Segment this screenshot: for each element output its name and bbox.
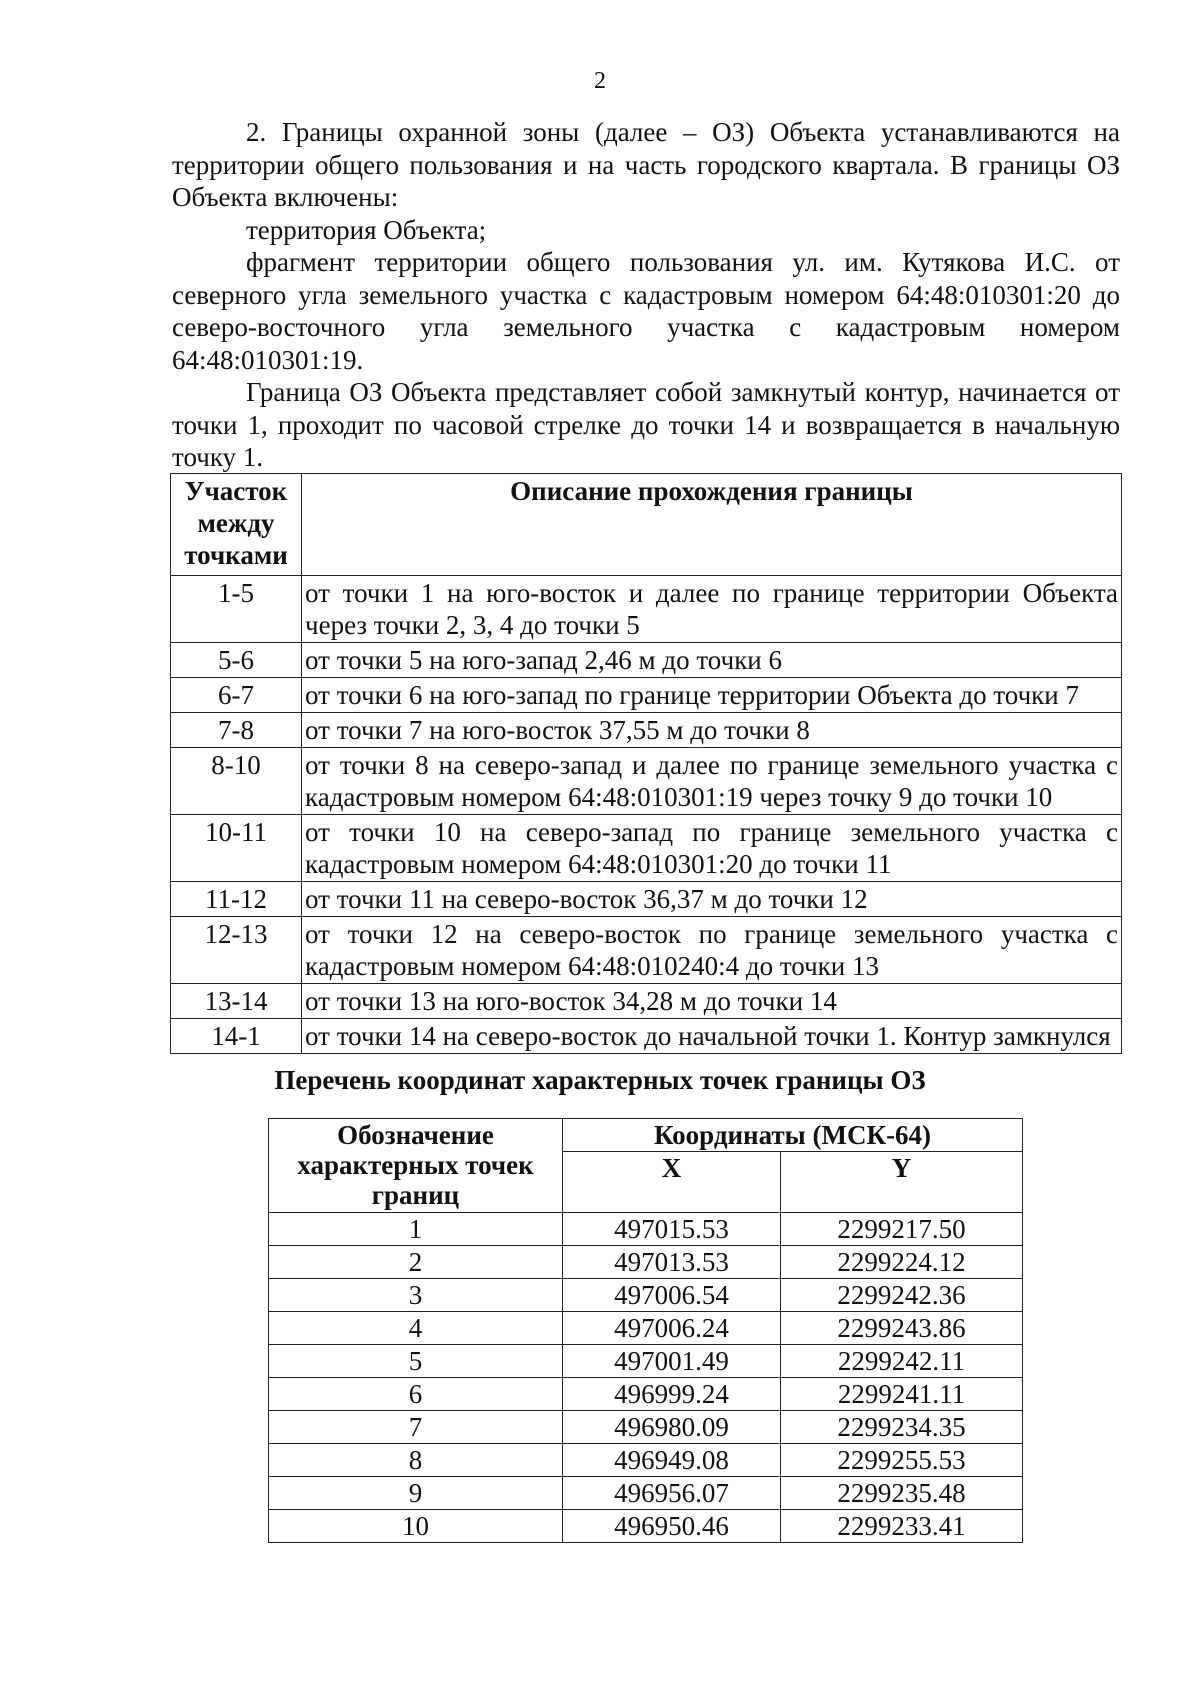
coords-y: 2299242.11: [781, 1345, 1023, 1378]
coords-point: 1: [269, 1213, 563, 1246]
table-row: [269, 1279, 1023, 1312]
coords-point: 5: [269, 1345, 563, 1378]
table-row: [269, 1312, 1023, 1345]
coords-header-system: Координаты (МСК-64): [563, 1119, 1023, 1152]
coords-header-point: Обозначение характерных точек границ: [269, 1119, 563, 1213]
route-segment: 1-5: [171, 576, 302, 643]
coords-y: 2299233.41: [781, 1510, 1023, 1543]
coords-header-x: X: [563, 1152, 781, 1213]
route-segment: 7-8: [171, 713, 302, 748]
coords-x: 497006.54: [563, 1279, 781, 1312]
coords-x: 497013.53: [563, 1246, 781, 1279]
table-row: [171, 1019, 1122, 1054]
table-row: [171, 815, 1122, 882]
table-row: [171, 643, 1122, 678]
table-row: [269, 1246, 1023, 1279]
route-header-segment: Участок между точками: [171, 474, 302, 576]
coords-x: 497001.49: [563, 1345, 781, 1378]
route-segment: 6-7: [171, 678, 302, 713]
coords-x: 497006.24: [563, 1312, 781, 1345]
coords-y: 2299217.50: [781, 1213, 1023, 1246]
table-row: [171, 984, 1122, 1019]
route-segment: 5-6: [171, 643, 302, 678]
coords-table-header: [269, 1119, 1023, 1152]
table-row: [171, 748, 1122, 815]
route-description: от точки 12 на северо-восток по границе земельного участка с кадастровым номером 64:48:010240:4 до точки 13: [302, 917, 1122, 984]
table-row: [269, 1477, 1023, 1510]
route-segment: 11-12: [171, 882, 302, 917]
coords-x: 496949.08: [563, 1444, 781, 1477]
route-segment: 14-1: [171, 1019, 302, 1054]
table-row: [171, 713, 1122, 748]
intro-paragraph-2: территория Объекта;: [246, 214, 487, 245]
coords-x: 496980.09: [563, 1411, 781, 1444]
coords-y: 2299242.36: [781, 1279, 1023, 1312]
coords-x: 497015.53: [563, 1213, 781, 1246]
route-header-description: Описание прохождения границы: [302, 474, 1122, 576]
coords-point: 4: [269, 1312, 563, 1345]
route-description: от точки 8 на северо-запад и далее по границе земельного участка с кадастровым номером 64:48:010301:19 через точку 9 до точки 10: [302, 748, 1122, 815]
coords-y: 2299235.48: [781, 1477, 1023, 1510]
route-table-header: [171, 474, 1122, 576]
intro-paragraph-1: 2. Границы охранной зоны (далее – ОЗ) Объекта устанавливаются на территории общего пользования и на часть городского квартала. В границы ОЗ Объекта включены:: [172, 117, 1120, 212]
coords-point: 3: [269, 1279, 563, 1312]
coords-x: 496950.46: [563, 1510, 781, 1543]
table-row: [171, 882, 1122, 917]
coords-table: [268, 1118, 1023, 1543]
coords-x: 496999.24: [563, 1378, 781, 1411]
table-row: [171, 576, 1122, 643]
route-description: от точки 10 на северо-запад по границе земельного участка с кадастровым номером 64:48:010301:20 до точки 11: [302, 815, 1122, 882]
route-description: от точки 5 на юго-запад 2,46 м до точки 6: [302, 643, 1122, 678]
route-segment: 8-10: [171, 748, 302, 815]
route-segment: 13-14: [171, 984, 302, 1019]
route-segment: 10-11: [171, 815, 302, 882]
route-segment: 12-13: [171, 917, 302, 984]
intro-paragraph-3: фрагмент территории общего пользования ул. им. Кутякова И.С. от северного угла земельного участка с кадастровым номером 64:48:010301:20 до северо-восточного угла земельного участка с кадастровым номером 64:48:010301:19.: [172, 247, 1120, 375]
route-description: от точки 14 на северо-восток до начальной точки 1. Контур замкнулся: [302, 1019, 1122, 1054]
coords-y: 2299255.53: [781, 1444, 1023, 1477]
intro-paragraph-4: Граница ОЗ Объекта представляет собой замкнутый контур, начинается от точки 1, проходит по часовой стрелке до точки 14 и возвращается в начальную точку 1.: [172, 377, 1120, 472]
coords-y: 2299224.12: [781, 1246, 1023, 1279]
coords-header-y: Y: [781, 1152, 1023, 1213]
coords-point: 6: [269, 1378, 563, 1411]
route-description: от точки 11 на северо-восток 36,37 м до точки 12: [302, 882, 1122, 917]
coords-point: 2: [269, 1246, 563, 1279]
coords-title: Перечень координат характерных точек границы ОЗ: [274, 1065, 926, 1095]
coords-y: 2299234.35: [781, 1411, 1023, 1444]
coords-x: 496956.07: [563, 1477, 781, 1510]
coords-y: 2299243.86: [781, 1312, 1023, 1345]
route-description: от точки 6 на юго-запад по границе территории Объекта до точки 7: [302, 678, 1122, 713]
table-row: [269, 1345, 1023, 1378]
coords-point: 7: [269, 1411, 563, 1444]
coords-point: 9: [269, 1477, 563, 1510]
route-description: от точки 1 на юго-восток и далее по границе территории Объекта через точки 2, 3, 4 до точки 5: [302, 576, 1122, 643]
table-row: [269, 1213, 1023, 1246]
intro-block: [172, 116, 1120, 474]
page-number: 2: [594, 68, 606, 94]
table-row: [171, 678, 1122, 713]
route-description: от точки 7 на юго-восток 37,55 м до точки 8: [302, 713, 1122, 748]
route-table: [170, 473, 1122, 1054]
table-row: [269, 1411, 1023, 1444]
table-row: [171, 917, 1122, 984]
table-row: [269, 1510, 1023, 1543]
table-row: [269, 1378, 1023, 1411]
coords-point: 10: [269, 1510, 563, 1543]
coords-y: 2299241.11: [781, 1378, 1023, 1411]
coords-point: 8: [269, 1444, 563, 1477]
route-description: от точки 13 на юго-восток 34,28 м до точки 14: [302, 984, 1122, 1019]
table-row: [269, 1444, 1023, 1477]
